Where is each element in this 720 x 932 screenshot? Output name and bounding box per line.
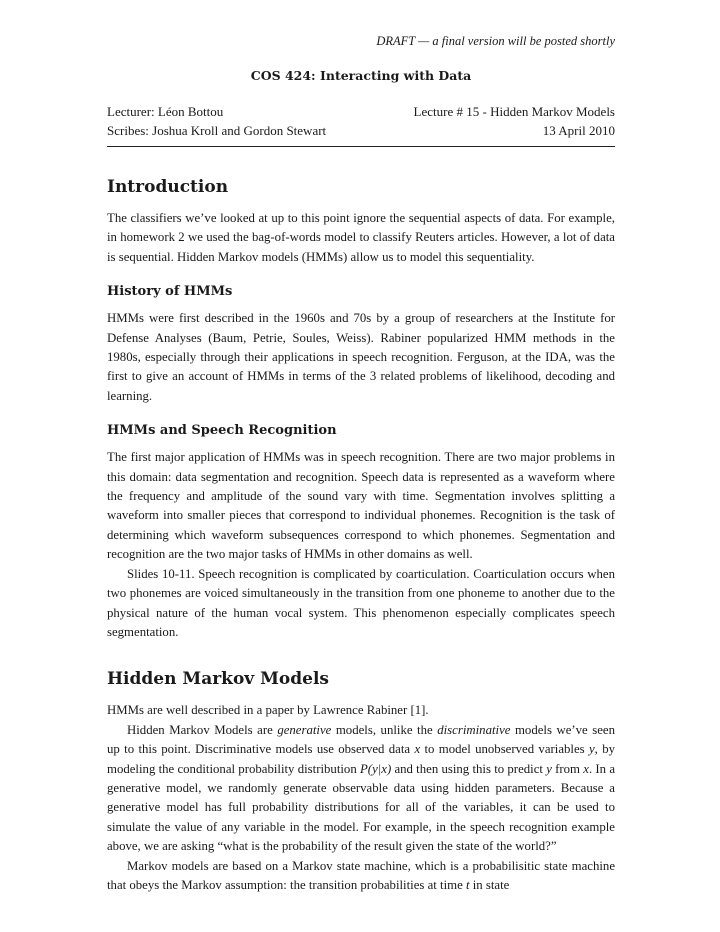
math-y: y (588, 742, 595, 757)
section-title-hmm: Hidden Markov Models (107, 669, 329, 690)
section-title-introduction: Introduction (107, 177, 229, 197)
hmm-paragraph-1: HMMs are well described in a paper by Lawrence Rabiner [1]. (107, 703, 429, 718)
subsection-title-history: History of HMMs (107, 284, 233, 300)
term-generative: generative (277, 722, 332, 737)
math-conditional-probability: P(y|x) (359, 761, 392, 776)
history-paragraph: HMMs were first described in the 1960s and 70s by a group of researchers at the Institute for Defense Analyses (Baum, Petrie, Soules, Weiss). Rabiner popularized HMM methods in the 1980s, especially through their applications in speech recognition. Ferguson, at the IDA, was the first to give an account of HMMs in terms of the 3 related problems of likelihood, decoding and learning. (107, 311, 615, 403)
main-content (107, 176, 615, 895)
term-discriminative: discriminative (437, 722, 511, 737)
math-y: y (546, 761, 552, 776)
speech-paragraph-1: The first major application of HMMs was in speech recognition. There are two major problems in this domain: data segmentation and recognition. Speech data is represented as a waveform where the frequency and amplitude of the sound vary with time. Segmentation involves splitting a waveform into smaller pieces that correspond to individual phonemes. Recognition is the task of determining which waveform subsequences correspond to which phonemes. Segmentation and recognition are the two major tasks of HMMs in other domains as well. (107, 450, 615, 562)
lecture-date: 13 April 2010 (542, 123, 615, 138)
introduction-paragraph: The classifiers we’ve looked at up to this point ignore the sequential aspects of data. For example, in homework 2 we used the bag-of-words model to classify Reuters articles. However, a lot of data is sequential. Hidden Markov models (HMMs) allow us to model this sequentiality. (107, 211, 615, 264)
draft-notice: DRAFT — a final version will be posted shortly (376, 34, 615, 48)
speech-paragraph-2: Slides 10-11. Speech recognition is complicated by coarticulation. Coarticulation occurs when two phonemes are voiced simultaneously in the transition from one phoneme to another due to the physical nature of the human vocal system. This phenomenon especially complicates speech segmentation. (107, 566, 615, 639)
math-t: t (465, 877, 470, 892)
math-x: x (583, 761, 589, 776)
hmm-paragraph-3: Markov models are based on a Markov state machine, which is a probabilisitic state machine that obeys the Markov assumption: the transition probabilities at time t in state (107, 858, 615, 892)
course-title: COS 424: Interacting with Data (250, 68, 472, 83)
subsection-title-speech: HMMs and Speech Recognition (107, 423, 337, 439)
math-x: x (414, 742, 421, 757)
lecture-title: Lecture # 15 - Hidden Markov Models (413, 104, 615, 119)
scribes: Scribes: Joshua Kroll and Gordon Stewart (107, 123, 327, 138)
lecturer: Lecturer: Léon Bottou (107, 104, 224, 119)
header-divider (107, 146, 615, 147)
hmm-paragraph-2: Hidden Markov Models are generative models, unlike the discriminative models we’ve seen up to this point. Discriminative models use observed data x to model unobserved variables y, by modeling the conditional probability distribution P(y|x) and then using this to predict y from x. In a generative model, we randomly generate observable data using hidden parameters. Because a generative model has full probability distributions for all of the variables, it can be used to simulate the value of any variable in the model. For example, in the speech recognition example above, we are asking “what is the probability of the result given the state of the world?” (107, 722, 615, 854)
